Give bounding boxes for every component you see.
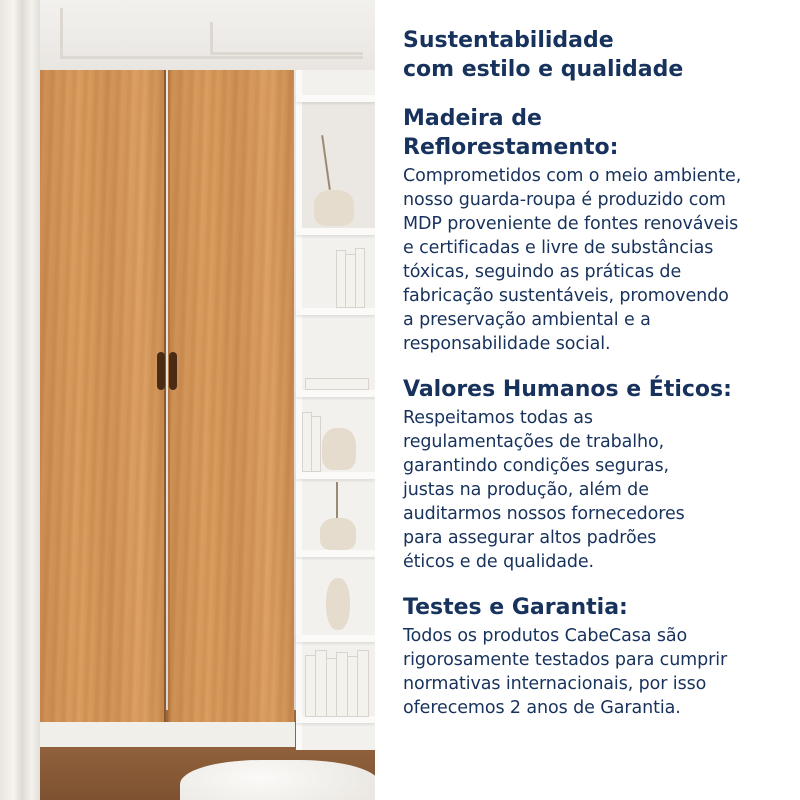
wardrobe-base (40, 722, 295, 747)
body-line: oferecemos 2 anos de Garantia. (403, 698, 681, 718)
shelf (296, 716, 375, 723)
body-line: MDP proveniente de fontes renováveis (403, 214, 739, 234)
body-line: a preservação ambiental e a (403, 310, 651, 330)
door-handle-icon (169, 352, 177, 390)
intro-title-line: com estilo e qualidade (403, 57, 684, 82)
body-line: normativas internacionais, por isso (403, 674, 707, 694)
body-line: rigorosamente testados para cumprir (403, 650, 728, 670)
lamp-icon (322, 428, 356, 470)
intro-title (403, 26, 783, 84)
body-line: garantindo condições seguras, (403, 456, 669, 476)
body-line: tóxicas, seguindo as práticas de (403, 262, 682, 282)
sculpture-icon (326, 578, 350, 630)
shelf (296, 308, 375, 315)
section-reforestation (403, 104, 783, 356)
body-line: responsabilidade social. (403, 334, 611, 354)
shelf (296, 95, 375, 102)
section-title (403, 104, 783, 162)
dried-flower-stem (336, 482, 338, 520)
book (355, 248, 365, 308)
book (311, 416, 321, 472)
vase-icon (314, 190, 354, 226)
body-line: fabricação sustentáveis, promovendo (403, 286, 729, 306)
section-human-values (403, 375, 783, 574)
section-title-line: Madeira de (403, 106, 542, 131)
wardrobe-door-left (40, 70, 166, 725)
body-line: Comprometidos com o meio ambiente, (403, 166, 742, 186)
shelf (296, 228, 375, 235)
book (357, 650, 369, 717)
shelf (296, 472, 375, 479)
book-stack (305, 378, 369, 390)
section-title (403, 375, 783, 404)
text-column (403, 26, 783, 739)
section-title-line: Testes e Garantia: (403, 595, 628, 620)
curtain (0, 0, 40, 800)
body-line: Todos os produtos CabeCasa são (403, 626, 688, 646)
body-line: e certificadas e livre de substâncias (403, 238, 714, 258)
section-body (403, 406, 783, 574)
wardrobe-door-right (168, 70, 294, 725)
ceiling-molding-inner (210, 22, 363, 55)
intro-title-line: Sustentabilidade (403, 28, 614, 53)
section-body (403, 164, 783, 356)
section-title (403, 593, 783, 622)
section-body (403, 624, 783, 720)
body-line: éticos e de qualidade. (403, 552, 594, 572)
body-line: Respeitamos todas as (403, 408, 593, 428)
body-line: justas na produção, além de (403, 480, 649, 500)
shelf (296, 635, 375, 642)
body-line: para assegurar altos padrões (403, 528, 657, 548)
product-photo (0, 0, 375, 800)
section-title-line: Valores Humanos e Éticos: (403, 377, 732, 402)
body-line: auditarmos nossos fornecedores (403, 504, 685, 524)
body-line: regulamentações de trabalho, (403, 432, 665, 452)
vase-icon (320, 518, 356, 550)
body-line: nosso guarda-roupa é produzido com (403, 190, 726, 210)
section-tests-warranty (403, 593, 783, 720)
door-handle-icon (157, 352, 165, 390)
shelf (296, 550, 375, 557)
intro-block (403, 26, 783, 84)
shelf (296, 390, 375, 397)
section-title-line: Reflorestamento: (403, 135, 619, 160)
bed-linen (180, 760, 375, 800)
